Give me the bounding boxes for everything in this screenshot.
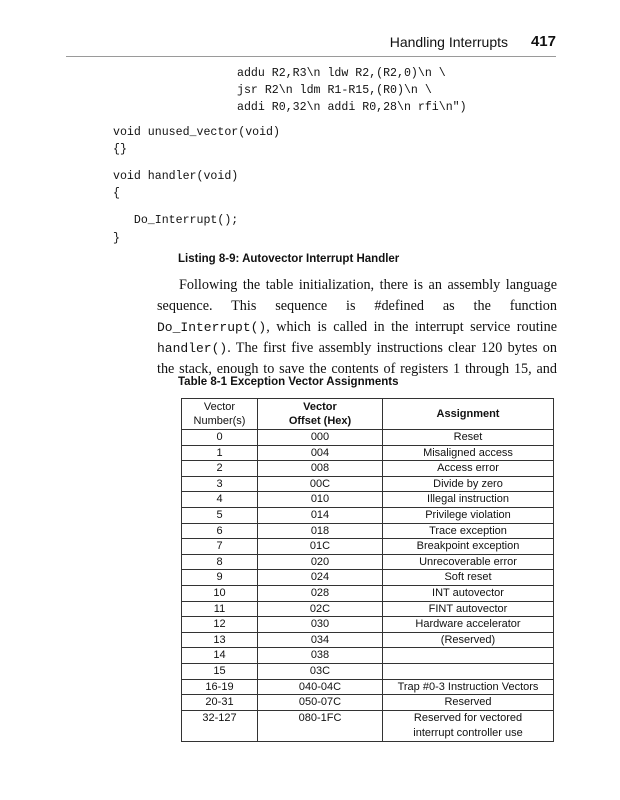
- running-header: [66, 34, 556, 57]
- body-paragraph: [157, 275, 557, 380]
- vector-offset: 008: [258, 461, 383, 477]
- vector-offset: 030: [258, 617, 383, 633]
- table-row: [182, 648, 554, 664]
- vector-assignment: INT autovector: [383, 585, 554, 601]
- vector-assignment: (Reserved): [383, 632, 554, 648]
- vector-number: 4: [182, 492, 258, 508]
- header-vector-offset: Vector Offset (Hex): [258, 399, 383, 430]
- vector-assignment: Reserved: [383, 695, 554, 711]
- table-row: [182, 507, 554, 523]
- page-number: 417: [530, 33, 556, 50]
- inline-code: handler(): [157, 341, 228, 356]
- vector-offset: 080-1FC: [258, 710, 383, 741]
- vector-offset: 010: [258, 492, 383, 508]
- table-row: [182, 492, 554, 508]
- vector-number: 3: [182, 476, 258, 492]
- table-row: [182, 570, 554, 586]
- vector-assignment: Unrecoverable error: [383, 554, 554, 570]
- paragraph-text: , which is called in the interrupt service routine: [266, 319, 557, 335]
- vector-number: 2: [182, 461, 258, 477]
- table-row: [182, 679, 554, 695]
- vector-number: 10: [182, 585, 258, 601]
- table-row: [182, 461, 554, 477]
- table-row: [182, 585, 554, 601]
- code-line: {}: [113, 143, 127, 156]
- code-line: jsr R2\n ldm R1-R15,(R0)\n \: [237, 84, 432, 97]
- vector-number: 5: [182, 507, 258, 523]
- vector-offset: 020: [258, 554, 383, 570]
- vector-offset: 004: [258, 445, 383, 461]
- paragraph-line: [157, 338, 557, 359]
- vector-number: 13: [182, 632, 258, 648]
- table-row: [182, 539, 554, 555]
- vector-number: 20-31: [182, 695, 258, 711]
- table-row: [182, 476, 554, 492]
- table-row: [182, 601, 554, 617]
- paragraph-line: [157, 317, 557, 338]
- table-caption: Table 8-1 Exception Vector Assignments: [178, 376, 399, 388]
- vector-offset: 038: [258, 648, 383, 664]
- table-row: [182, 617, 554, 633]
- vector-assignment: Privilege violation: [383, 507, 554, 523]
- code-line: Do_Interrupt();: [113, 214, 239, 227]
- vector-assignment: Breakpoint exception: [383, 539, 554, 555]
- vector-number: 7: [182, 539, 258, 555]
- vector-number: 16-19: [182, 679, 258, 695]
- paragraph-text: . The first five assembly instructions clear 120 bytes on: [227, 340, 557, 356]
- vector-offset: 01C: [258, 539, 383, 555]
- vector-offset: 014: [258, 507, 383, 523]
- vector-assignment: FINT autovector: [383, 601, 554, 617]
- vector-assignment: Reserved for vectored interrupt controller use: [383, 710, 554, 741]
- header-title: Handling Interrupts: [389, 34, 508, 50]
- table-row: [182, 523, 554, 539]
- code-line: {: [113, 187, 120, 200]
- code-line: void handler(void): [113, 170, 239, 183]
- vector-offset: 024: [258, 570, 383, 586]
- paragraph-line: the stack, enough to save the contents of registers 1 through 15, and: [157, 361, 557, 377]
- table-row: [182, 554, 554, 570]
- vector-assignment: Trace exception: [383, 523, 554, 539]
- vector-number: 11: [182, 601, 258, 617]
- vector-offset: 050-07C: [258, 695, 383, 711]
- table-row: [182, 663, 554, 679]
- table-header-row: [182, 399, 554, 430]
- vector-number: 15: [182, 663, 258, 679]
- vector-number: 1: [182, 445, 258, 461]
- inline-code: Do_Interrupt(): [157, 320, 267, 335]
- vector-assignment: Illegal instruction: [383, 492, 554, 508]
- vector-assignment: Access error: [383, 461, 554, 477]
- paragraph-line: sequence. This sequence is #defined as the function: [157, 298, 557, 314]
- header-assignment: Assignment: [383, 399, 554, 430]
- vector-assignment: [383, 663, 554, 679]
- vector-offset: 02C: [258, 601, 383, 617]
- vector-assignment: Soft reset: [383, 570, 554, 586]
- vector-offset: 018: [258, 523, 383, 539]
- vector-number: 32-127: [182, 710, 258, 741]
- vector-offset: 00C: [258, 476, 383, 492]
- code-line: addi R0,32\n addi R0,28\n rfi\n"): [237, 101, 467, 114]
- vector-assignment: Divide by zero: [383, 476, 554, 492]
- table-row: [182, 710, 554, 741]
- vector-assignment: Hardware accelerator: [383, 617, 554, 633]
- vector-offset: 03C: [258, 663, 383, 679]
- vector-offset: 028: [258, 585, 383, 601]
- vector-number: 0: [182, 430, 258, 446]
- table-row: [182, 430, 554, 446]
- header-vector-number: Vector Number(s): [182, 399, 258, 430]
- exception-vector-table: [181, 398, 554, 742]
- code-line: void unused_vector(void): [113, 126, 280, 139]
- vector-offset: 000: [258, 430, 383, 446]
- vector-offset: 040-04C: [258, 679, 383, 695]
- vector-assignment: Reset: [383, 430, 554, 446]
- vector-offset: 034: [258, 632, 383, 648]
- vector-number: 6: [182, 523, 258, 539]
- vector-number: 12: [182, 617, 258, 633]
- vector-assignment: [383, 648, 554, 664]
- table-row: [182, 632, 554, 648]
- vector-number: 9: [182, 570, 258, 586]
- code-line: }: [113, 232, 120, 245]
- paragraph-line: Following the table initialization, there is an assembly language: [179, 277, 557, 293]
- code-line: addu R2,R3\n ldw R2,(R2,0)\n \: [237, 67, 446, 80]
- table-row: [182, 695, 554, 711]
- vector-assignment: Trap #0-3 Instruction Vectors: [383, 679, 554, 695]
- vector-number: 8: [182, 554, 258, 570]
- vector-assignment: Misaligned access: [383, 445, 554, 461]
- listing-caption: Listing 8-9: Autovector Interrupt Handler: [178, 253, 400, 265]
- table-row: [182, 445, 554, 461]
- vector-number: 14: [182, 648, 258, 664]
